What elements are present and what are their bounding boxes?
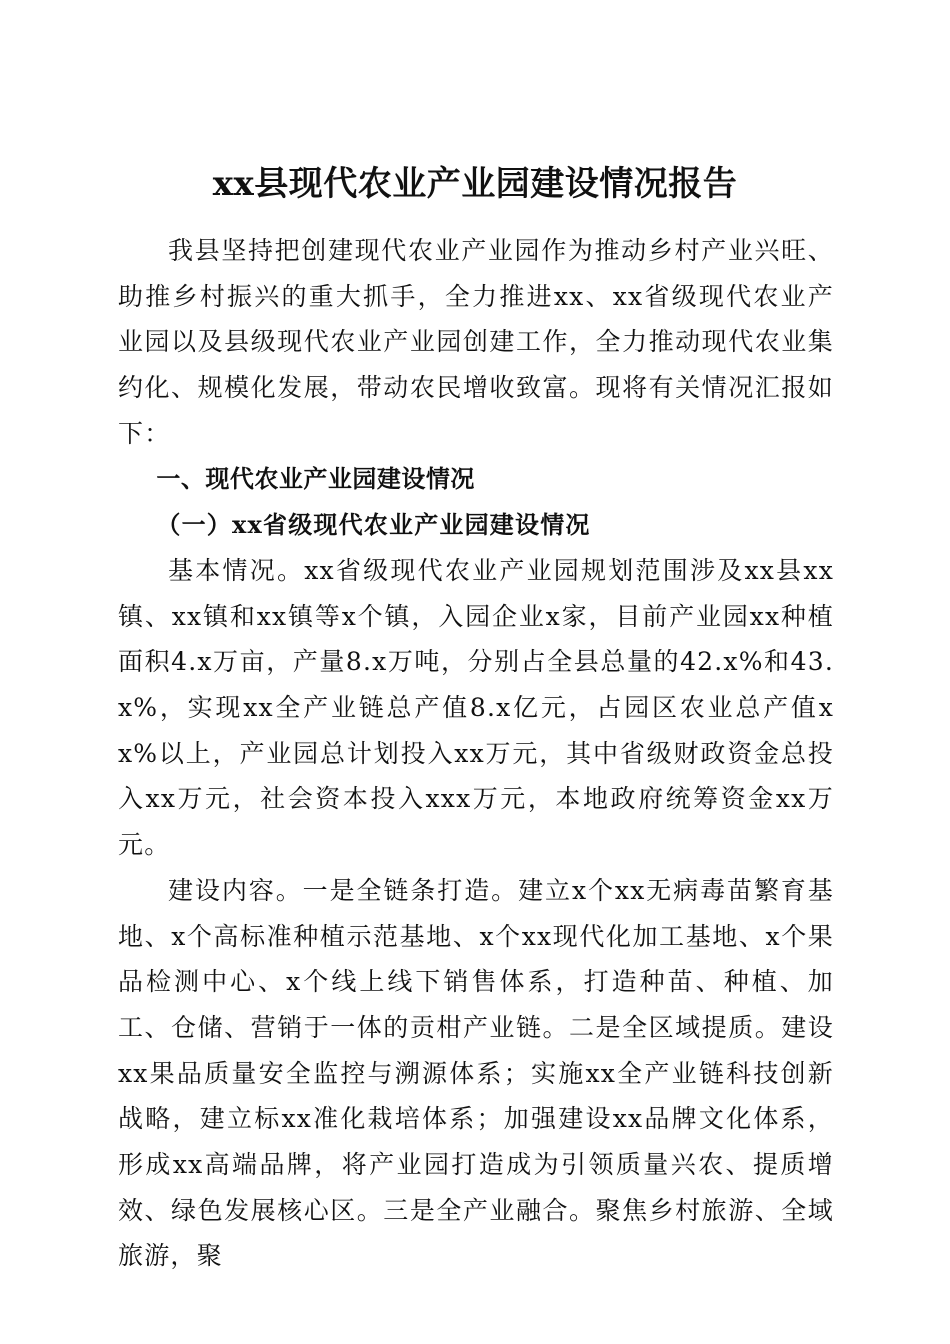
subsection-heading: （一）xx省级现代农业产业园建设情况 [156, 510, 591, 540]
construction-paragraph: 建设内容。一是全链条打造。建立x个xx无病毒苗繁育基地、x个高标准种植示范基地、x个xx现代化加工基地、x个果品检测中心、x个线上线下销售体系，打造种苗、种植、加工、仓储、营销于一体的贡柑产业链。二是全区域提质。建设xx果品质量安全监控与溯源体系；实施xx全产业链科技创新战略，建立标xx准化栽培体系；加强建设xx品牌文化体系，形成xx高端品牌，将产业园打造成为引领质量兴农、提质增效、绿色发展核心区。三是全产业融合。聚焦乡村旅游、全域旅游，聚 [118, 875, 834, 1271]
section-heading: 一、现代农业产业园建设情况 [156, 464, 475, 493]
document-title: xx县现代农业产业园建设情况报告 [212, 163, 738, 204]
document-body [118, 228, 834, 1279]
intro-paragraph: 我县坚持把创建现代农业产业园作为推动乡村产业兴旺、助推乡村振兴的重大抓手，全力推进xx、xx省级现代农业产业园以及县级现代农业产业园创建工作，全力推动现代农业集约化、规模化发展，带动农民增收致富。现将有关情况汇报如下： [118, 236, 834, 448]
basic-info-paragraph: 基本情况。xx省级现代农业产业园规划范围涉及xx县xx镇、xx镇和xx镇等x个镇，入园企业x家，目前产业园xx种植面积4.x万亩，产量8.x万吨，分别占全县总量的42.x%和43.x%，实现xx全产业链总产值8.x亿元，占园区农业总产值xx%以上，产业园总计划投入xx万元，其中省级财政资金总投入xx万元，社会资本投入xxx万元，本地政府统筹资金xx万元。 [118, 555, 834, 860]
